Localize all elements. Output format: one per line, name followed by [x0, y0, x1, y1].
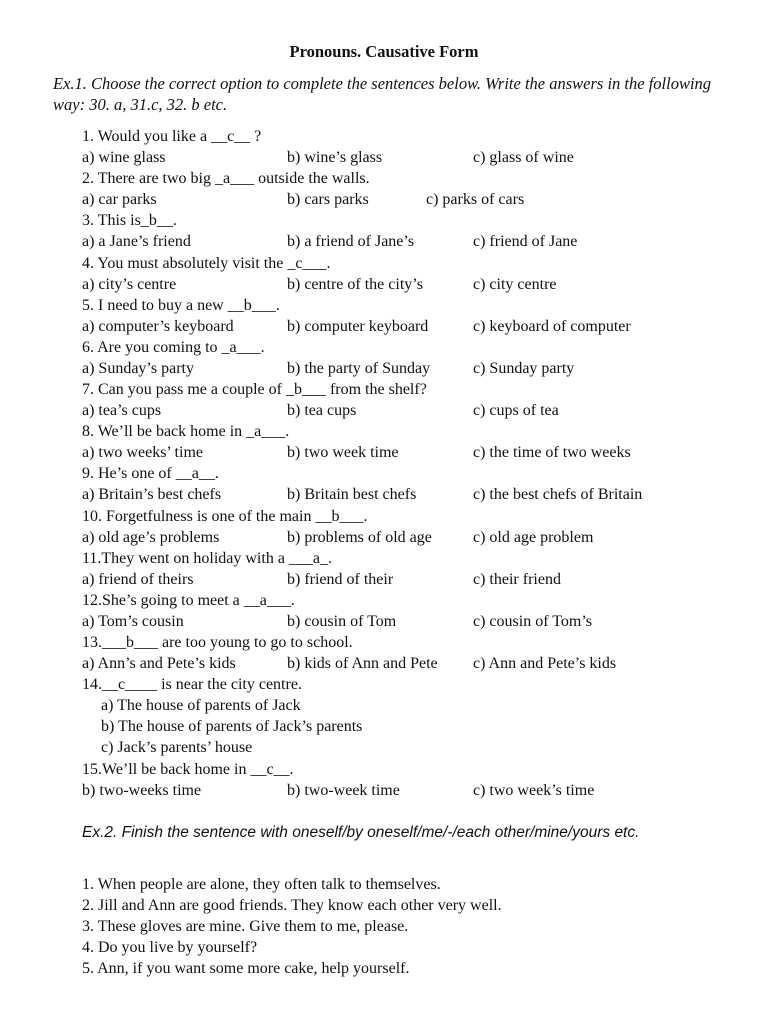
option-b: b) The house of parents of Jack’s parents: [101, 718, 363, 735]
option-line: [0, 716, 768, 737]
question-row: [0, 253, 768, 274]
option-b: b) computer keyboard: [287, 318, 429, 335]
option-a: a) two weeks’ time: [82, 444, 203, 461]
ex2-sentence: 2. Jill and Ann are good friends. They know each other very well.: [82, 897, 502, 914]
option-a: a) old age’s problems: [82, 529, 220, 546]
option-c: c) the time of two weeks: [473, 444, 631, 461]
question-text: 12.She’s going to meet a __a___.: [82, 592, 295, 609]
option-c: c) Sunday party: [473, 360, 575, 377]
options-row: [0, 189, 768, 210]
option-a: a) Tom’s cousin: [82, 613, 184, 630]
question-row: [0, 337, 768, 358]
question-row: [0, 210, 768, 231]
option-b: b) cars parks: [287, 191, 369, 208]
question-text: 4. You must absolutely visit the _c___.: [82, 255, 331, 272]
question-text: 7. Can you pass me a couple of _b___ from the shelf?: [82, 381, 427, 398]
option-b: b) cousin of Tom: [287, 613, 397, 630]
ex1-instruction: Ex.1. Choose the correct option to complete the sentences below. Write the answers in the following way: 30. a, 31.c, 32. b etc.: [53, 74, 712, 114]
question-row: [0, 295, 768, 316]
options-row: [0, 780, 768, 801]
question-row: [0, 506, 768, 527]
option-c: c) keyboard of computer: [473, 318, 631, 335]
option-c: c) friend of Jane: [473, 233, 578, 250]
option-a: a) car parks: [82, 191, 157, 208]
option-c: c) two week’s time: [473, 782, 595, 799]
question-text: 6. Are you coming to _a___.: [82, 339, 265, 356]
options-row: [0, 316, 768, 337]
option-b: b) problems of old age: [287, 529, 432, 546]
option-line: [0, 695, 768, 716]
option-a: b) two-weeks time: [82, 782, 202, 799]
option-c: c) parks of cars: [426, 191, 525, 208]
option-c: c) old age problem: [473, 529, 594, 546]
options-row: [0, 442, 768, 463]
question-row: [0, 421, 768, 442]
question-text: 14.__c____ is near the city centre.: [82, 676, 302, 693]
option-a: a) city’s centre: [82, 276, 177, 293]
options-row: [0, 611, 768, 632]
option-a: a) The house of parents of Jack: [101, 697, 301, 714]
option-a: a) friend of theirs: [82, 571, 194, 588]
ex2-item: [0, 958, 768, 979]
question-row: [0, 759, 768, 780]
option-a: a) Ann’s and Pete’s kids: [82, 655, 236, 672]
option-b: b) Britain best chefs: [287, 486, 417, 503]
option-b: b) tea cups: [287, 402, 357, 419]
option-c: c) the best chefs of Britain: [473, 486, 643, 503]
option-c: c) cups of tea: [473, 402, 559, 419]
question-text: 13.___b___ are too young to go to school.: [82, 634, 353, 651]
question-text: 9. He’s one of __a__.: [82, 465, 219, 482]
question-row: [0, 590, 768, 611]
ex2-sentence: 3. These gloves are mine. Give them to me, please.: [82, 918, 409, 935]
option-a: a) tea’s cups: [82, 402, 162, 419]
question-row: [0, 379, 768, 400]
page-title: Pronouns. Causative Form: [289, 42, 479, 61]
option-b: b) kids of Ann and Pete: [287, 655, 438, 672]
option-a: a) Sunday’s party: [82, 360, 194, 377]
options-row: [0, 358, 768, 379]
question-text: 11.They went on holiday with a ___a_.: [82, 550, 333, 567]
question-text: 3. This is_b__.: [82, 212, 177, 229]
option-c: c) Jack’s parents’ house: [101, 739, 253, 756]
ex2-item: [0, 895, 768, 916]
ex2-item: [0, 916, 768, 937]
option-a: a) Britain’s best chefs: [82, 486, 222, 503]
options-row: [0, 527, 768, 548]
option-c: c) glass of wine: [473, 149, 574, 166]
question-text: 5. I need to buy a new __b___.: [82, 297, 280, 314]
option-c: c) city centre: [473, 276, 557, 293]
option-b: b) centre of the city’s: [287, 276, 423, 293]
question-text: 15.We’ll be back home in __c__.: [82, 761, 294, 778]
options-row: [0, 569, 768, 590]
question-row: [0, 126, 768, 147]
options-row: [0, 400, 768, 421]
option-a: a) wine glass: [82, 149, 166, 166]
options-row: [0, 484, 768, 505]
option-c: c) their friend: [473, 571, 561, 588]
option-b: b) the party of Sunday: [287, 360, 431, 377]
option-c: c) cousin of Tom’s: [473, 613, 593, 630]
option-b: b) two-week time: [287, 782, 400, 799]
ex2-item: [0, 937, 768, 958]
question-text: 2. There are two big _a___ outside the walls.: [82, 170, 370, 187]
option-b: b) a friend of Jane’s: [287, 233, 415, 250]
ex2-item: [0, 874, 768, 895]
options-row: [0, 274, 768, 295]
question-row: [0, 463, 768, 484]
ex2-sentence: 4. Do you live by yourself?: [82, 939, 258, 956]
question-text: 8. We’ll be back home in _a___.: [82, 423, 290, 440]
question-row: [0, 168, 768, 189]
options-row: [0, 231, 768, 252]
options-row: [0, 653, 768, 674]
option-b: b) friend of their: [287, 571, 394, 588]
question-text: 1. Would you like a __c__ ?: [82, 128, 262, 145]
option-c: c) Ann and Pete’s kids: [473, 655, 617, 672]
question-text: 10. Forgetfulness is one of the main __b___.: [82, 508, 368, 525]
ex2-sentence: 5. Ann, if you want some more cake, help yourself.: [82, 960, 410, 977]
question-row: [0, 632, 768, 653]
option-a: a) computer’s keyboard: [82, 318, 234, 335]
option-b: b) two week time: [287, 444, 399, 461]
option-line: [0, 737, 768, 758]
ex2-sentence: 1. When people are alone, they often talk to themselves.: [82, 876, 441, 893]
option-a: a) a Jane’s friend: [82, 233, 191, 250]
ex2-instruction: Ex.2. Finish the sentence with oneself/by oneself/me/-/each other/mine/yours etc.: [82, 824, 640, 841]
question-row: [0, 674, 768, 695]
question-row: [0, 548, 768, 569]
option-b: b) wine’s glass: [287, 149, 383, 166]
options-row: [0, 147, 768, 168]
